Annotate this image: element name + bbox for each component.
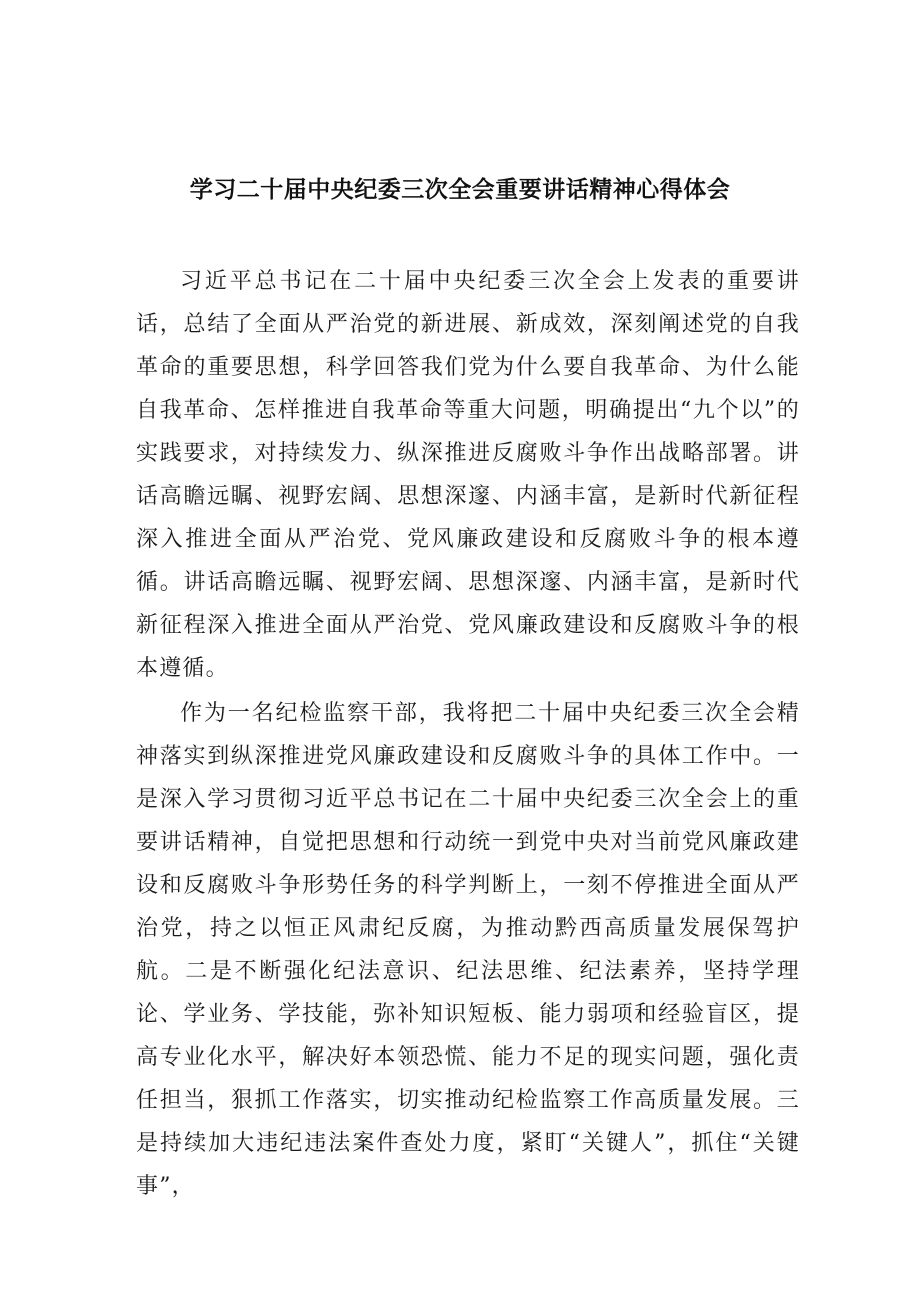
document-body [136,260,800,1210]
document-title: 学习二十届中央纪委三次全会重要讲话精神心得体会 [189,177,731,203]
paragraph-1: 习近平总书记在二十届中央纪委三次全会上发表的重要讲话，总结了全面从严治党的新进展、新成效，深刻阐述党的自我革命的重要思想，科学回答我们党为什么要自我革命、为什么能自我革命、怎样推进自我革命等重大问题，明确提出“九个以”的实践要求，对持续发力、纵深推进反腐败斗争作出战略部署。讲话高瞻远瞩、视野宏阔、思想深邃、内涵丰富，是新时代新征程深入推进全面从严治党、党风廉政建设和反腐败斗争的根本遵循。讲话高瞻远瞩、视野宏阔、思想深邃、内涵丰富，是新时代新征程深入推进全面从严治党、党风廉政建设和反腐败斗争的根本遵循。 [136,269,800,681]
paragraph-2: 作为一名纪检监察干部，我将把二十届中央纪委三次全会精神落实到纵深推进党风廉政建设和反腐败斗争的具体工作中。一是深入学习贯彻习近平总书记在二十届中央纪委三次全会上的重要讲话精神，自觉把思想和行动统一到党中央对当前党风廉政建设和反腐败斗争形势任务的科学判断上，一刻不停推进全面从严治党，持之以恒正风肃纪反腐，为推动黔西高质量发展保驾护航。二是不断强化纪法意识、纪法思维、纪法素养，坚持学理论、学业务、学技能，弥补知识短板、能力弱项和经验盲区，提高专业化水平，解决好本领恐慌、能力不足的现实问题，强化责任担当，狠抓工作落实，切实推动纪检监察工作高质量发展。三是持续加大违纪违法案件查处力度，紧盯“关键人”，抓住“关键事”， [136,701,800,1199]
